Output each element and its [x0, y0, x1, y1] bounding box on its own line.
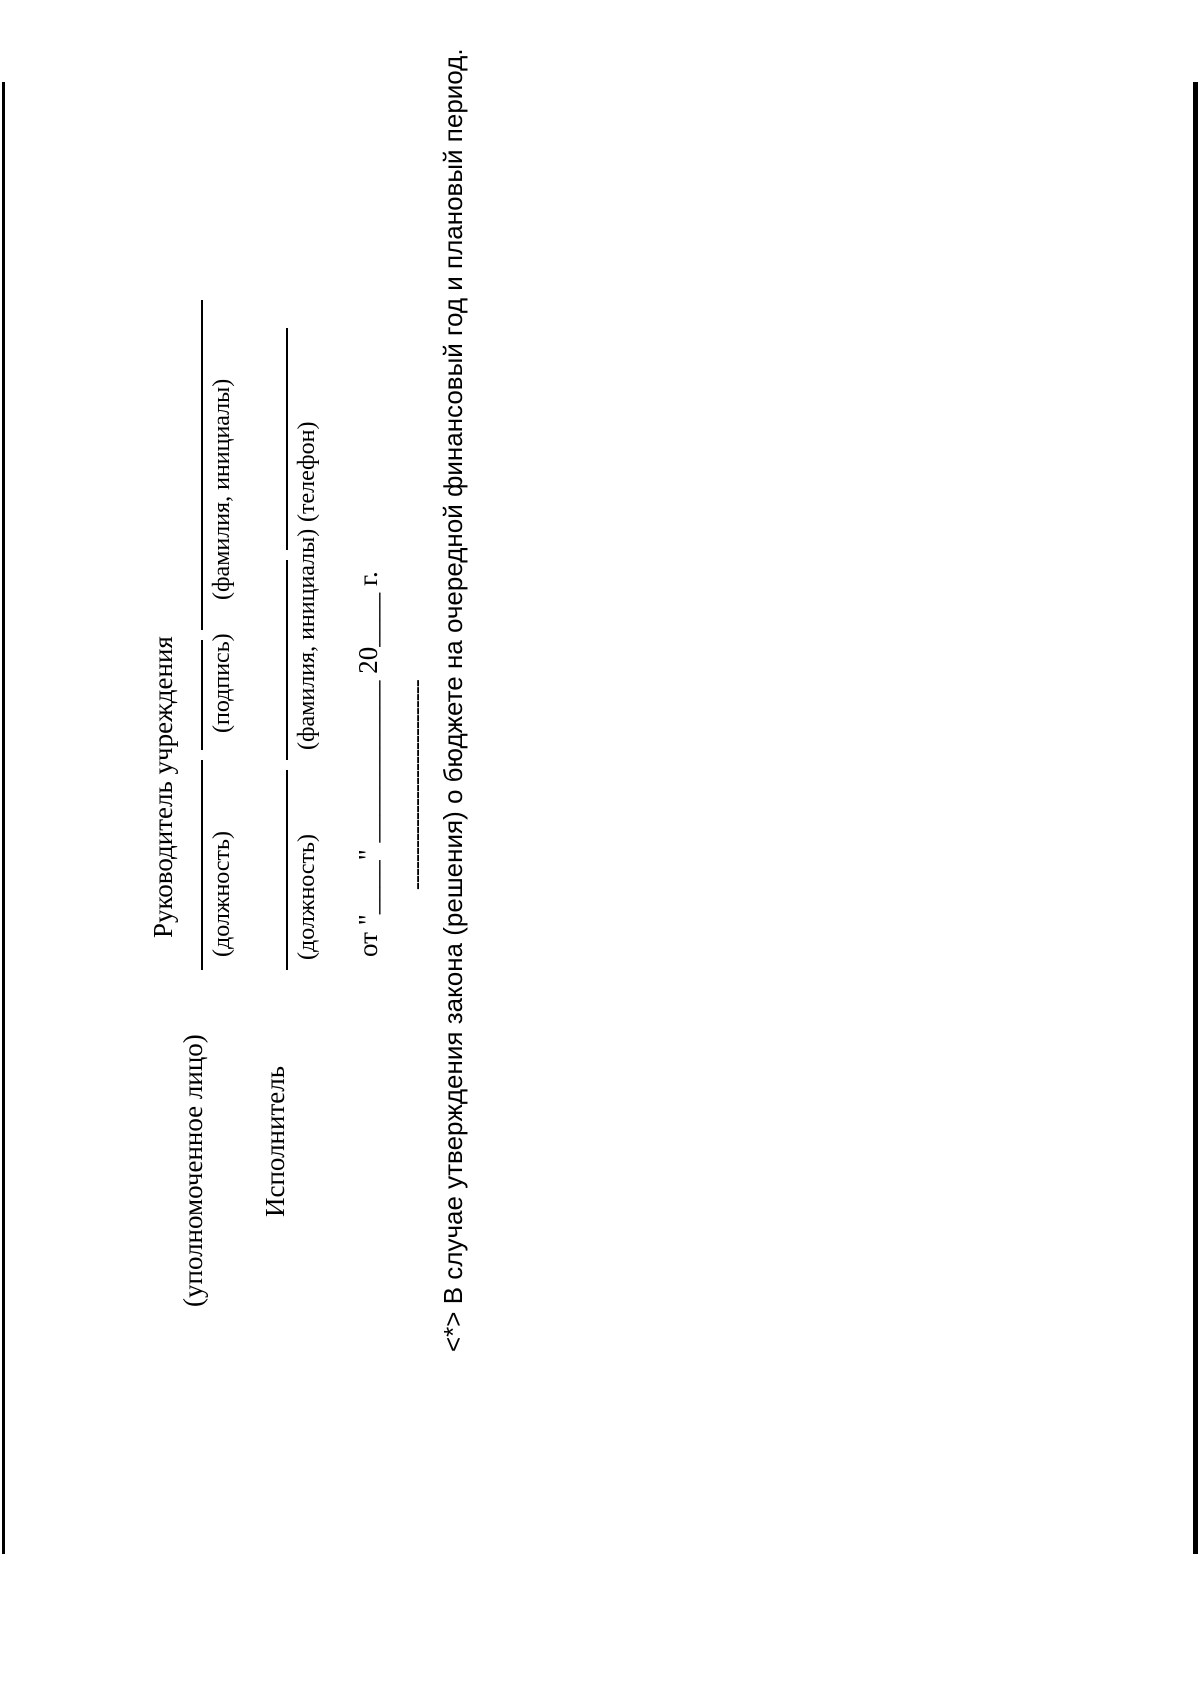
head-position-caption: (должность)	[209, 831, 235, 957]
page-left-border	[2, 82, 5, 1554]
executor-phone-caption: (телефон)	[294, 421, 320, 522]
rotated-document	[150, 8, 850, 1480]
executor-phone-line	[286, 328, 288, 550]
head-name-caption: (фамилия, инициалы)	[209, 378, 235, 600]
executor-label: Исполнитель	[260, 1065, 290, 1217]
executor-position-caption: (должность)	[294, 834, 320, 960]
head-position-line	[201, 760, 203, 970]
footnote-text: <*> В случае утверждения закона (решения) о бюджете на очередной финансовый год и плановый период.	[438, 48, 468, 1352]
page-right-border	[1193, 82, 1198, 1554]
footnote-separator: ------------------------------	[404, 680, 430, 890]
executor-name-line	[286, 560, 288, 760]
head-signature-caption: (подпись)	[209, 633, 235, 733]
head-title: Руководитель учреждения	[148, 636, 178, 938]
head-name-line	[201, 300, 203, 630]
executor-name-caption: (фамилия, инициалы)	[294, 528, 320, 750]
executor-position-line	[286, 770, 288, 970]
head-signature-line	[201, 640, 203, 750]
date-line: от "____" ____________ 20____ г.	[353, 571, 383, 957]
head-authorized-label: (уполномоченное лицо)	[178, 1034, 208, 1307]
